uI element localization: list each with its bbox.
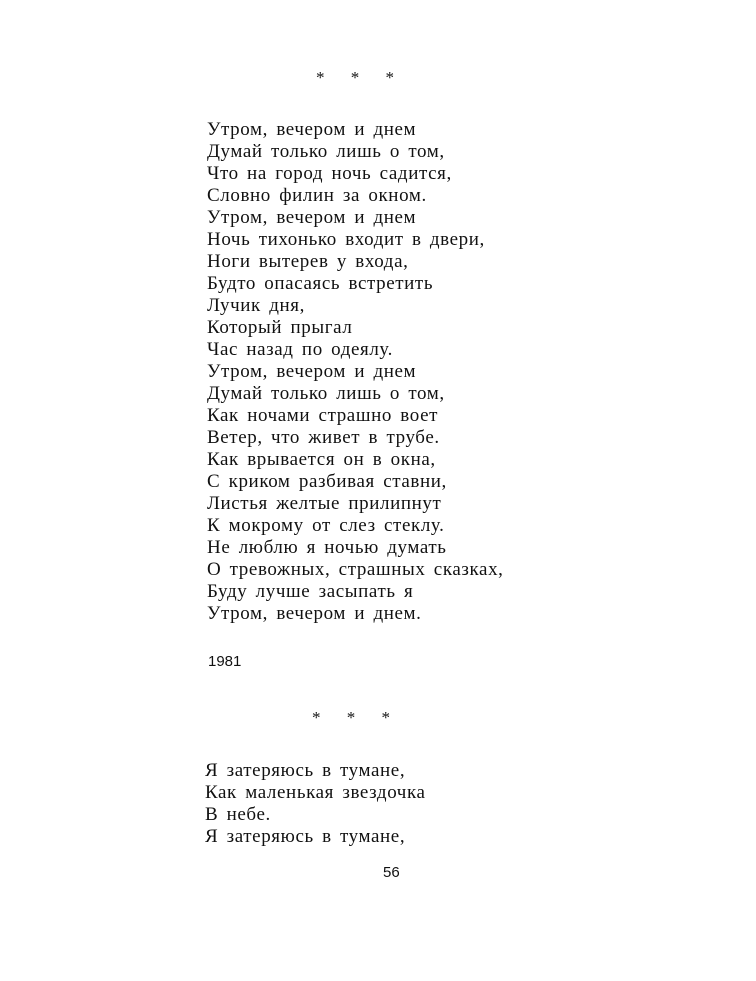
poem-line: Я затеряюсь в тумане, (205, 826, 406, 847)
poem-line: Который прыгал (207, 317, 353, 338)
poem-line: Час назад по одеялу. (207, 339, 393, 360)
poem-line: Утром, вечером и днем (207, 361, 417, 382)
poem-line: К мокрому от слез стеклу. (207, 515, 445, 536)
poem-line: Утром, вечером и днем (207, 207, 417, 228)
poem-line: Лучик дня, (207, 295, 305, 316)
poem-line: Думай только лишь о том, (207, 141, 445, 162)
poem-line: Будто опасаясь встретить (207, 273, 434, 294)
poem-line: Утром, вечером и днем. (207, 603, 422, 624)
poem-line: С криком разбивая ставни, (207, 471, 447, 492)
poem-line: Утром, вечером и днем (207, 119, 417, 140)
section-separator: * * * (312, 708, 401, 727)
poem-line: Словно филин за окном. (207, 185, 427, 206)
poem-line: Буду лучше засыпать я (207, 581, 414, 602)
poem-line: Ноги вытерев у входа, (207, 251, 409, 272)
poem-line: Не люблю я ночью думать (207, 537, 447, 558)
page-number: 56 (383, 864, 400, 881)
poem-line: Ночь тихонько входит в двери, (207, 229, 485, 250)
poem-line: Как врывается он в окна, (207, 449, 436, 470)
section-separator: * * * (316, 68, 405, 87)
poem-line: Что на город ночь садится, (207, 163, 452, 184)
poem-line: Думай только лишь о том, (207, 383, 445, 404)
poem-line: Ветер, что живет в трубе. (207, 427, 440, 448)
poem-line: О тревожных, страшных сказках, (207, 559, 504, 580)
poem-year: 1981 (208, 653, 242, 670)
poem-line: Листья желтые прилипнут (207, 493, 442, 514)
poem-2 (205, 760, 426, 848)
poem-line: Как маленькая звездочка (205, 782, 426, 803)
poem-line: В небе. (205, 804, 271, 825)
poem-1 (207, 119, 504, 625)
poem-line: Я затеряюсь в тумане, (205, 760, 406, 781)
poem-line: Как ночами страшно воет (207, 405, 439, 426)
